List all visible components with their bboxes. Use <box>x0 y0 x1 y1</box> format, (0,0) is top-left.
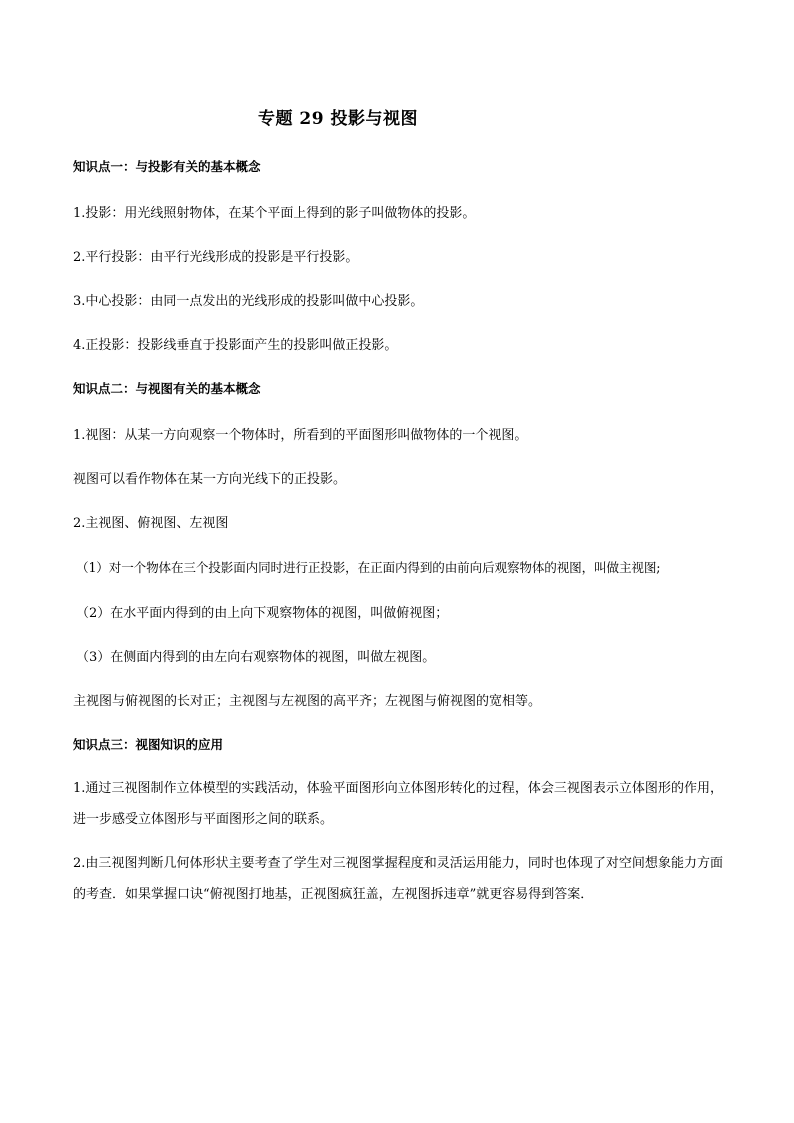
paragraph-view-as-projection: 视图可以看作物体在某一方向光线下的正投影。 <box>73 472 347 487</box>
paragraph-left-view: （3）在侧面内得到的由左向右观察物体的视图，叫做左视图。 <box>76 650 436 665</box>
section-heading-1: 知识点一：与投影有关的基本概念 <box>73 159 261 174</box>
paragraph-view-definition: 1.视图：从某一方向观察一个物体时，所看到的平面图形叫做物体的一个视图。 <box>73 428 528 443</box>
paragraph-front-view: （1）对一个物体在三个投影面内同时进行正投影，在正面内得到的由前向后观察物体的视图，叫做主视图; <box>76 560 661 575</box>
paragraph-view-rules: 主视图与俯视图的长对正；主视图与左视图的高平齐；左视图与俯视图的宽相等。 <box>73 694 542 709</box>
paragraph-shape-judgement: 2.由三视图判断几何体形状主要考查了学生对三视图掌握程度和灵活运用能力，同时也体现了对空间想象能力方面的考查．如果掌握口诀“俯视图打地基，正视图疯狂盖，左视图拆违章”就更容易得到答案． <box>73 856 723 902</box>
page-title: 专题 29 投影与视图 <box>258 109 418 129</box>
section-heading-2: 知识点二：与视图有关的基本概念 <box>73 381 261 396</box>
paragraph-projection: 1.投影：用光线照射物体，在某个平面上得到的影子叫做物体的投影。 <box>73 206 476 221</box>
paragraph-top-view: （2）在水平面内得到的由上向下观察物体的视图，叫做俯视图； <box>76 606 449 621</box>
paragraph-central-projection: 3.中心投影：由同一点发出的光线形成的投影叫做中心投影。 <box>73 294 424 309</box>
paragraph-three-views: 2.主视图、俯视图、左视图 <box>73 516 229 531</box>
paragraph-parallel-projection: 2.平行投影：由平行光线形成的投影是平行投影。 <box>73 250 359 265</box>
section-heading-3: 知识点三：视图知识的应用 <box>73 737 224 752</box>
paragraph-orthographic-projection: 4.正投影：投影线垂直于投影面产生的投影叫做正投影。 <box>73 338 398 353</box>
paragraph-model-practice: 1.通过三视图制作立体模型的实践活动，体验平面图形向立体图形转化的过程，体会三视图表示立体图形的作用，进一步感受立体图形与平面图形之间的联系。 <box>73 781 723 827</box>
